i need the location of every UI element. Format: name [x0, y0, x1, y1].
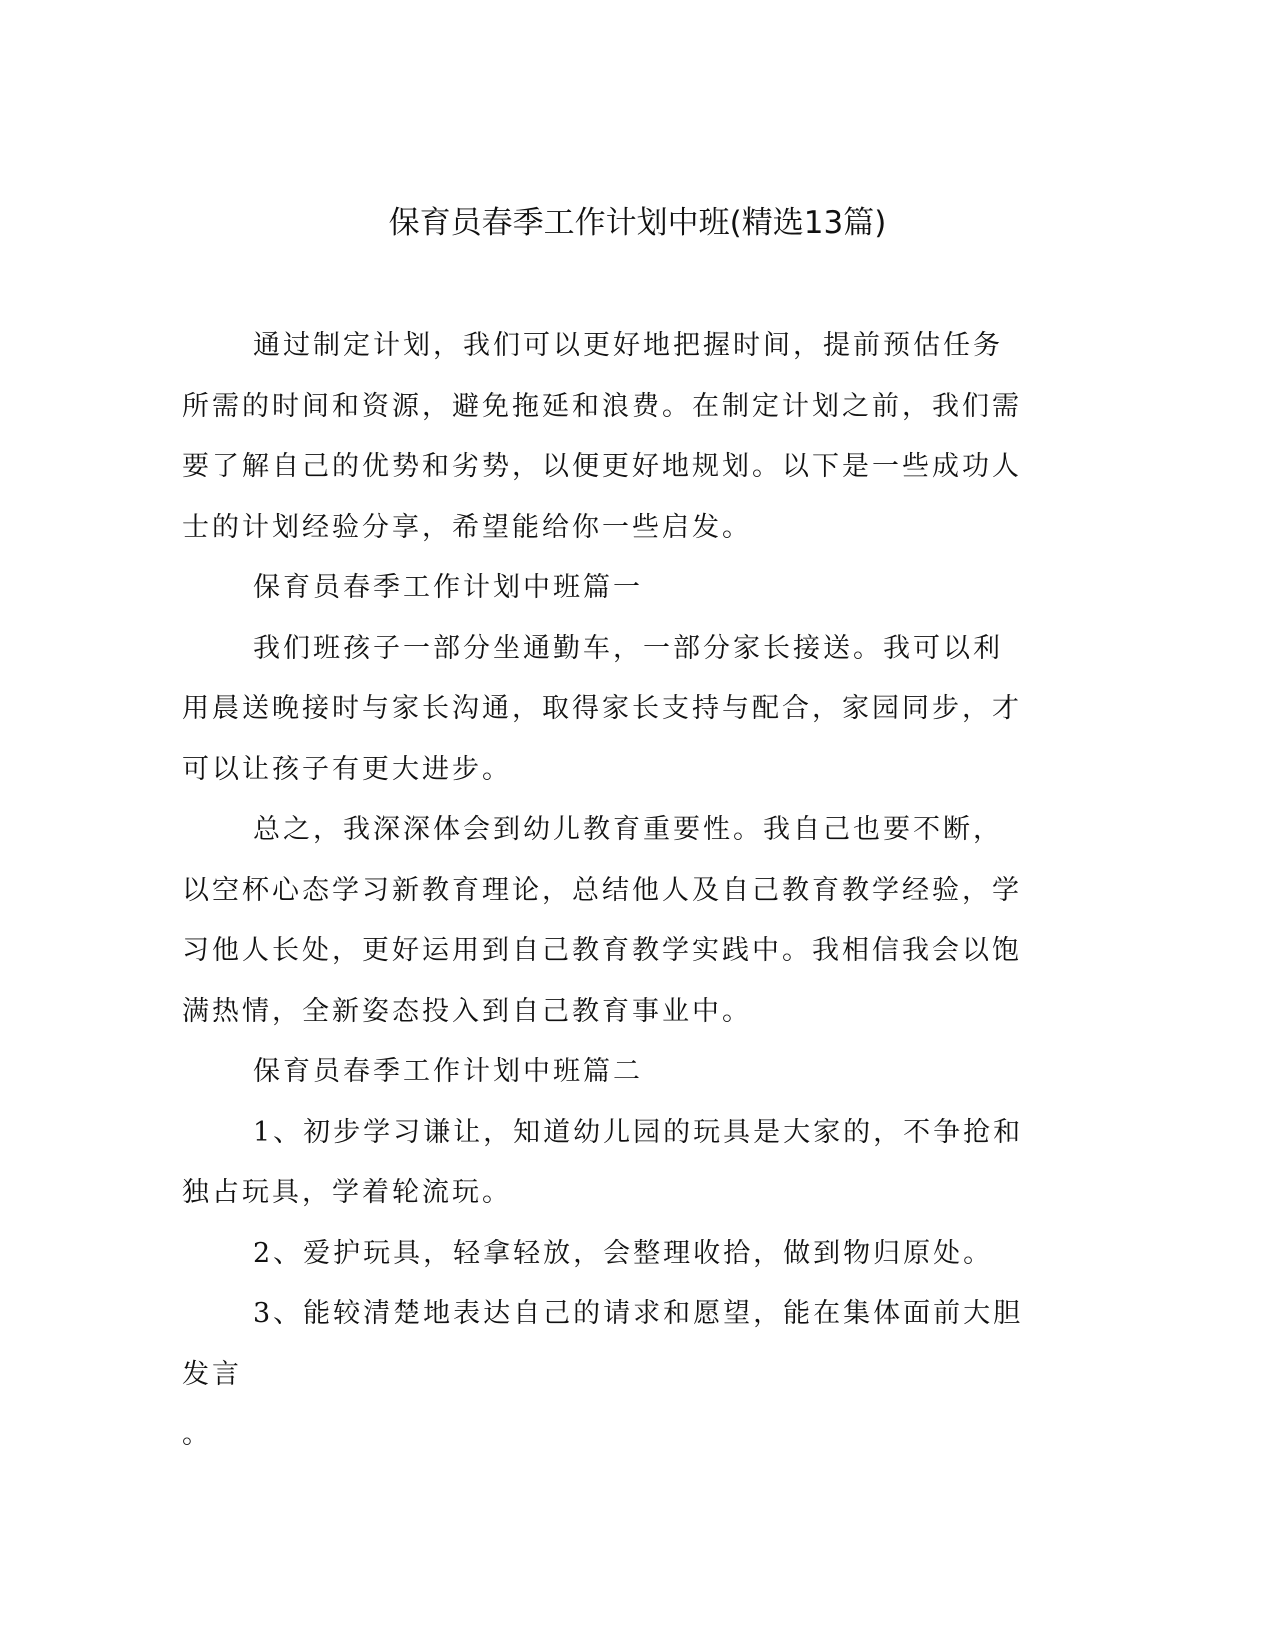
document-title: 保育员春季工作计划中班(精选13篇) — [388, 205, 887, 241]
document-body — [182, 316, 1032, 1466]
section-heading-1: 保育员春季工作计划中班篇一 — [253, 572, 643, 603]
list-item: 1、初步学习谦让，知道幼儿园的玩具是大家的，不争抢和独占玩具，学着轮流玩。 — [182, 1116, 1024, 1208]
list-item: 3、能较清楚地表达自己的请求和愿望，能在集体面前大胆发言 — [182, 1298, 1024, 1390]
list-item: 2、爱护玩具，轻拿轻放，会整理收拾，做到物归原处。 — [253, 1237, 994, 1269]
paragraph: 总之，我深深体会到幼儿教育重要性。我自己也要不断，以空杯心态学习新教育理论，总结他人及自己教育教学经验，学习他人长处，更好运用到自己教育教学实践中。我相信我会以饱满热情，全新姿态投入到自己教育事业中。 — [182, 814, 1022, 1027]
trailing-punctuation: 。 — [182, 1419, 212, 1450]
paragraph-intro: 通过制定计划，我们可以更好地把握时间，提前预估任务所需的时间和资源，避免拖延和浪费。在制定计划之前，我们需要了解自己的优势和劣势，以便更好地规划。以下是一些成功人士的计划经验分享，希望能给你一些启发。 — [182, 330, 1022, 543]
section-heading-2: 保育员春季工作计划中班篇二 — [253, 1056, 643, 1087]
paragraph: 我们班孩子一部分坐通勤车，一部分家长接送。我可以利用晨送晚接时与家长沟通，取得家长支持与配合，家园同步，才可以让孩子有更大进步。 — [182, 632, 1022, 785]
